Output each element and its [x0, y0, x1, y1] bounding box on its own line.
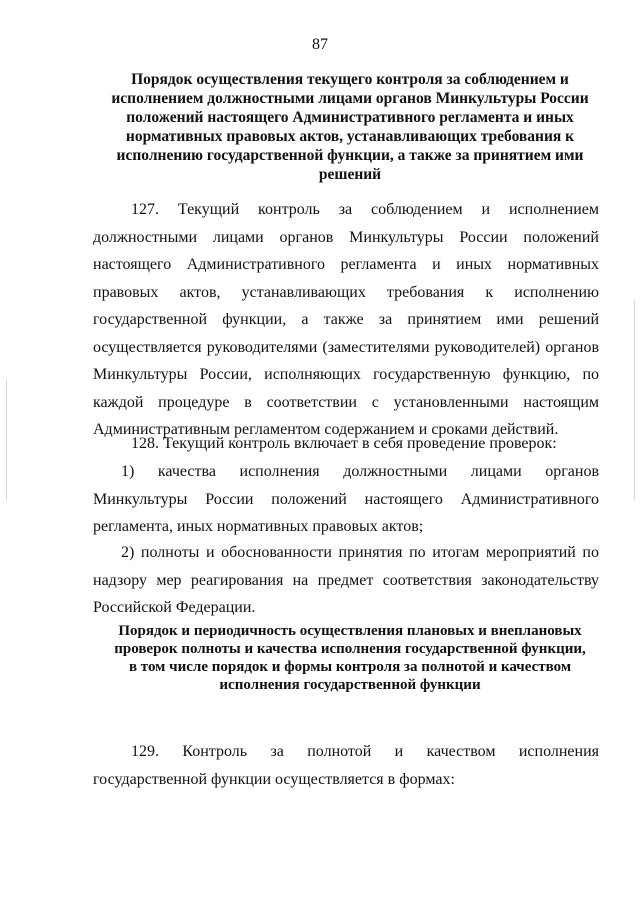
scan-artifact-left: [6, 380, 7, 500]
scan-artifact-right: [634, 300, 635, 500]
page-number: 87: [312, 36, 328, 53]
section-heading-inspections: Порядок и периодичность осуществления плановых и внеплановых проверок полноты и качества исполнения государственной функции, в том числе порядок и формы контроля за полнотой и качеством исполнения государственной функции: [114, 623, 586, 693]
paragraph-128: 128. Текущий контроль включает в себя проведение проверок:: [131, 435, 557, 452]
paragraph-128-item-2: 2) полноты и обоснованности принятия по итогам мероприятий по надзору мер реагирования на предмет соответствия законодательству Российской Федерации.: [93, 544, 599, 616]
paragraph-129: 129. Контроль за полнотой и качеством исполнения государственной функции осуществляется в формах:: [93, 743, 599, 788]
section-heading-current-control: Порядок осуществления текущего контроля за соблюдением и исполнением должностными лицами органов Минкультуры России положений настоящего Административного регламента и иных нормативных правовых актов, устанавливающих требования к исполнению государственной функции, а также за принятием ими решений: [111, 71, 589, 183]
paragraph-127: 127. Текущий контроль за соблюдением и исполнением должностными лицами органов Минкультуры России положений настоящего Административного регламента и иных нормативных правовых актов, устанавливающих требования к исполнению государственной функции, а также за принятием ими решений осуществляется руководителями (заместителями руководителей) органов Минкультуры России, исполняющих государственную функцию, по каждой процедуре в соответствии с установленными настоящим Административным регламентом содержанием и сроками действий.: [93, 201, 599, 438]
paragraph-128-item-1: 1) качества исполнения должностными лицами органов Минкультуры России положений настоящего Административного регламента, иных нормативных правовых актов;: [93, 463, 599, 535]
